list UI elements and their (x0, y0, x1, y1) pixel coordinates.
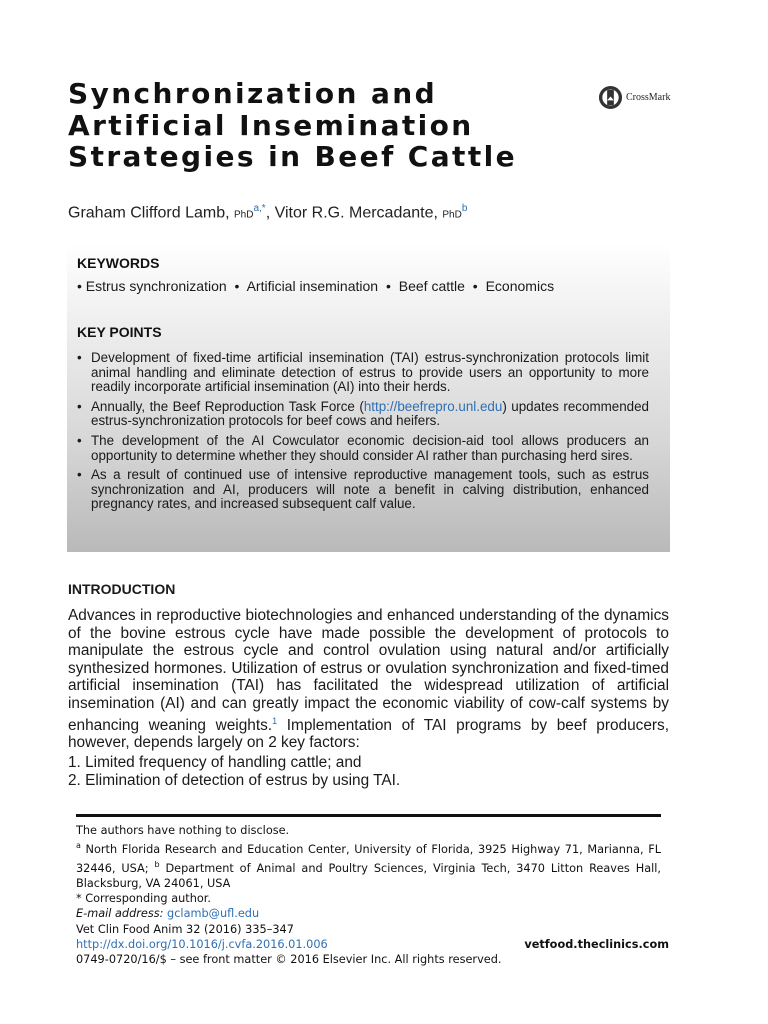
author-2-affiliation-mark[interactable]: b (461, 203, 468, 214)
crossmark-badge[interactable] (598, 85, 670, 110)
doi-link[interactable]: http://dx.doi.org/10.1016/j.cvfa.2016.01.006 (76, 938, 328, 951)
email-link[interactable]: gclamb@ufl.edu (167, 906, 260, 920)
factor-list (68, 754, 400, 790)
title-line-1: Synchronization and (68, 77, 438, 110)
key-points-list (77, 351, 649, 517)
author-line (68, 203, 467, 222)
journal-doi-row (76, 937, 669, 952)
key-points-heading: KEY POINTS (77, 324, 162, 340)
key-point-item: • Development of fixed-time artificial insemination (TAI) estrus-synchronization protocols limit animal handling and eliminate detection of estrus to provide users an opportunity to more readily incorporate artificial insemination (AI) into their herds. (77, 351, 649, 395)
journal-citation: Vet Clin Food Anim 32 (2016) 335–347 (76, 923, 294, 936)
affiliation-mark-a: a (76, 841, 81, 850)
keywords-heading: KEYWORDS (77, 255, 160, 271)
crossmark-label: CrossMark (626, 92, 671, 103)
journal-site[interactable]: vetfood.theclinics.com (524, 938, 669, 951)
key-point-text: Annually, the Beef Reproduction Task Force ( (91, 398, 364, 414)
key-point-item: • As a result of continued use of intensive reproductive management tools, such as estrus synchronization and AI, producers will note a benefit in calving distribution, enhanced pregnancy rates, and increased subsequent calf value. (77, 468, 649, 512)
factor-item: 2. Elimination of detection of estrus by using TAI. (68, 772, 401, 789)
introduction-heading: INTRODUCTION (68, 581, 176, 597)
affiliations (76, 838, 661, 891)
article-title (68, 78, 568, 173)
title-line-3: Strategies in Beef Cattle (68, 140, 518, 173)
corresponding-author-note: * Corresponding author. (76, 891, 211, 905)
author-2-degree: PhD (442, 209, 462, 221)
footnote-divider (76, 814, 661, 817)
key-point-text: ) updates recommended estrus-synchronization protocols for beef cows and heifers. (91, 398, 649, 429)
author-separator: , (265, 204, 271, 222)
footnotes (76, 823, 661, 921)
email-label: E-mail address: (76, 906, 164, 920)
factor-item: 1. Limited frequency of handling cattle; and (68, 754, 362, 771)
affiliation-mark-b: b (154, 859, 160, 869)
keywords-list (77, 278, 554, 294)
key-point-item: • The development of the AI Cowculator economic decision-aid tool allows producers an opportunity to determine whether they should consider AI rather than purchasing herd sires. (77, 434, 649, 463)
crossmark-icon (598, 85, 623, 110)
keyword-bullet: • (77, 278, 82, 294)
introduction-text: Implementation of TAI programs by beef producers, however, depends largely on 2 key factors: (68, 716, 669, 752)
keyword-item: Beef cattle (398, 278, 465, 294)
reference-mark[interactable]: 1 (272, 715, 278, 726)
affiliation-b: Department of Animal and Poultry Sciences, Virginia Tech, 3470 Litton Reaves Hall, Blacksburg, VA 24061, USA (76, 861, 661, 890)
keyword-item: Estrus synchronization (85, 278, 227, 294)
introduction-paragraph (68, 607, 669, 752)
affiliation-a: North Florida Research and Education Center, University of Florida, 3925 Highway 71, Marianna, FL 32446, USA; (76, 842, 661, 875)
keyword-bullet: • (234, 278, 240, 294)
title-line-2: Artificial Insemination (68, 108, 474, 142)
keyword-bullet: • (385, 278, 391, 294)
beefrepro-link[interactable]: http://beefrepro.unl.edu (363, 398, 503, 414)
author-1-name: Graham Clifford Lamb, (68, 204, 230, 222)
disclosure-note: The authors have nothing to disclose. (76, 824, 290, 837)
keywords-keypoints-box (67, 244, 670, 552)
keyword-bullet: • (472, 278, 478, 294)
keyword-item: Economics (485, 278, 555, 294)
author-1-degree: PhD (234, 209, 254, 221)
key-point-item (77, 400, 649, 429)
author-1-affiliation-mark[interactable]: a,* (253, 203, 266, 214)
copyright-line: 0749-0720/16/$ – see front matter © 2016 Elsevier Inc. All rights reserved. (76, 953, 502, 966)
journal-info (76, 922, 669, 967)
author-2-name: Vitor R.G. Mercadante, (274, 204, 438, 222)
introduction-text: Advances in reproductive biotechnologies and enhanced understanding of the dynamics of the bovine estrous cycle have made possible the development of protocols to manipulate the estrous cycle and control ovulation using natural and/or artificially synthesized hormones. Utilization of estrus or ovulation synchronization and fixed-timed artificial insemination (TAI) has facilitated the widespread utilization of artificial insemination (AI) and can greatly impact the economic viability of cow-calf systems by enhancing weaning weights. (68, 607, 669, 734)
email-line (76, 906, 661, 921)
keyword-item: Artificial insemination (246, 278, 379, 294)
